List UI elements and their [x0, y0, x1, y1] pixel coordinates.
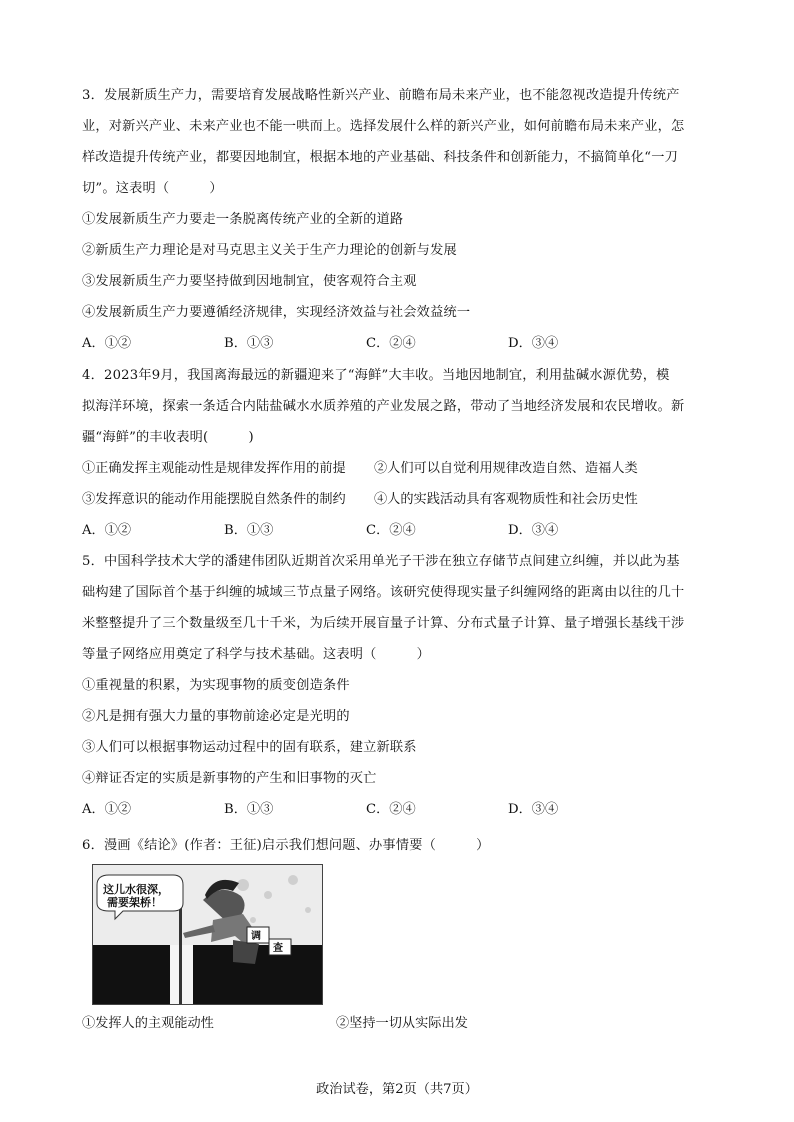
- q3-option-b[interactable]: B．①③: [224, 336, 274, 351]
- q4-option-c[interactable]: C．②④: [366, 523, 416, 538]
- q3-stem-line: 样改造提升传统产业，都要因地制宜，根据本地的产业基础、科技条件和创新能力，不搞简单化“一刀: [82, 150, 678, 165]
- question-3: [82, 80, 722, 359]
- q4-option-b[interactable]: B．①③: [224, 523, 274, 538]
- q5-option-d[interactable]: D．③④: [508, 802, 559, 817]
- q3-option-d[interactable]: D．③④: [508, 336, 559, 351]
- cartoon-speech-line2: 需要架桥！: [107, 896, 162, 909]
- q4-statement: ①正确发挥主观能动性是规律发挥作用的前提: [82, 461, 346, 476]
- q6-statement-row: [82, 1008, 722, 1039]
- cartoon-speech-line1: 这儿水很深，: [103, 883, 169, 896]
- q5-option-a[interactable]: A．①②: [82, 802, 132, 817]
- q4-options: [82, 515, 722, 546]
- cartoon-sign-char2: 查: [273, 943, 283, 954]
- question-4: [82, 360, 722, 546]
- q6-statement: ②坚持一切从实际出发: [336, 1016, 468, 1031]
- page-footer: 政治试卷，第2页（共7页）: [316, 1082, 478, 1097]
- q5-stem-line: 5．中国科学技术大学的潘建伟团队近期首次采用单光子干涉在独立存储节点间建立纠缠，并以此为基: [82, 554, 680, 569]
- q5-statement: ③人们可以根据事物运动过程中的固有联系，建立新联系: [82, 740, 417, 755]
- q3-statement: ④发展新质生产力要遵循经济规律，实现经济效益与社会效益统一: [82, 305, 471, 320]
- q3-options: [82, 328, 722, 359]
- q5-statement: ④辩证否定的实质是新事物的产生和旧事物的灭亡: [82, 771, 377, 786]
- q3-stem-line: 业，对新兴产业、未来产业也不能一哄而上。选择发展什么样的新兴产业，如何前瞻布局未来产业，怎: [82, 119, 685, 134]
- q3-option-a[interactable]: A．①②: [82, 336, 132, 351]
- q6-statements: [82, 1008, 722, 1039]
- q6-statement: ①发挥人的主观能动性: [82, 1016, 214, 1031]
- q5-stem-line: 米整整提升了三个数量级至几十千米，为后续开展盲量子计算、分布式量子计算、量子增强长基线干涉: [82, 616, 685, 631]
- q5-option-b[interactable]: B．①③: [224, 802, 274, 817]
- q3-statement: ②新质生产力理论是对马克思主义关于生产力理论的创新与发展: [82, 243, 457, 258]
- q4-statement: ③发挥意识的能动作用能摆脱自然条件的制约: [82, 492, 346, 507]
- cartoon-image: [92, 864, 323, 1005]
- q4-statement: ②人们可以自觉利用规律改造自然、造福人类: [374, 461, 638, 476]
- cartoon-drawing: [93, 865, 322, 1004]
- q4-statement-row: [82, 484, 722, 515]
- q4-stem-line: 拟海洋环境，探索一条适合内陆盐碱水水质养殖的产业发展之路，带动了当地经济发展和农民增收。新: [82, 399, 685, 414]
- q3-statement: ③发展新质生产力要坚持做到因地制宜，使客观符合主观: [82, 274, 417, 289]
- q5-stem-line: 础构建了国际首个基于纠缠的城域三节点量子网络。该研究使得现实量子纠缠网络的距离由以往的几十: [82, 585, 685, 600]
- q3-stem-line: 切”。这表明（ ）: [82, 181, 223, 196]
- q3-option-c[interactable]: C．②④: [366, 336, 416, 351]
- q4-option-d[interactable]: D．③④: [508, 523, 559, 538]
- q3-stem-line: 3．发展新质生产力，需要培育发展战略性新兴产业、前瞻布局未来产业，也不能忽视改造提升传统产: [82, 88, 680, 103]
- q5-option-c[interactable]: C．②④: [366, 802, 416, 817]
- q4-statement-row: [82, 453, 722, 484]
- question-6: [82, 830, 722, 861]
- question-5: [82, 546, 722, 825]
- q5-options: [82, 794, 722, 825]
- q5-statement: ②凡是拥有强大力量的事物前途必定是光明的: [82, 709, 350, 724]
- q4-stem-line: 4．2023年9月，我国离海最远的新疆迎来了“海鲜”大丰收。当地因地制宜，利用盐碱水源优势，模: [82, 368, 670, 383]
- q4-option-a[interactable]: A．①②: [82, 523, 132, 538]
- q5-statement: ①重视量的积累，为实现事物的质变创造条件: [82, 678, 350, 693]
- q6-stem: 6．漫画《结论》(作者：王征)启示我们想问题、办事情要（ ）: [82, 838, 490, 853]
- q4-stem-line: 疆“海鲜”的丰收表明( ): [82, 430, 254, 445]
- q4-statement: ④人的实践活动具有客观物质性和社会历史性: [374, 492, 638, 507]
- q3-statement: ①发展新质生产力要走一条脱离传统产业的全新的道路: [82, 212, 404, 227]
- q5-stem-line: 等量子网络应用奠定了科学与技术基础。这表明（ ）: [82, 647, 431, 662]
- cartoon-sign-char1: 调: [251, 931, 261, 942]
